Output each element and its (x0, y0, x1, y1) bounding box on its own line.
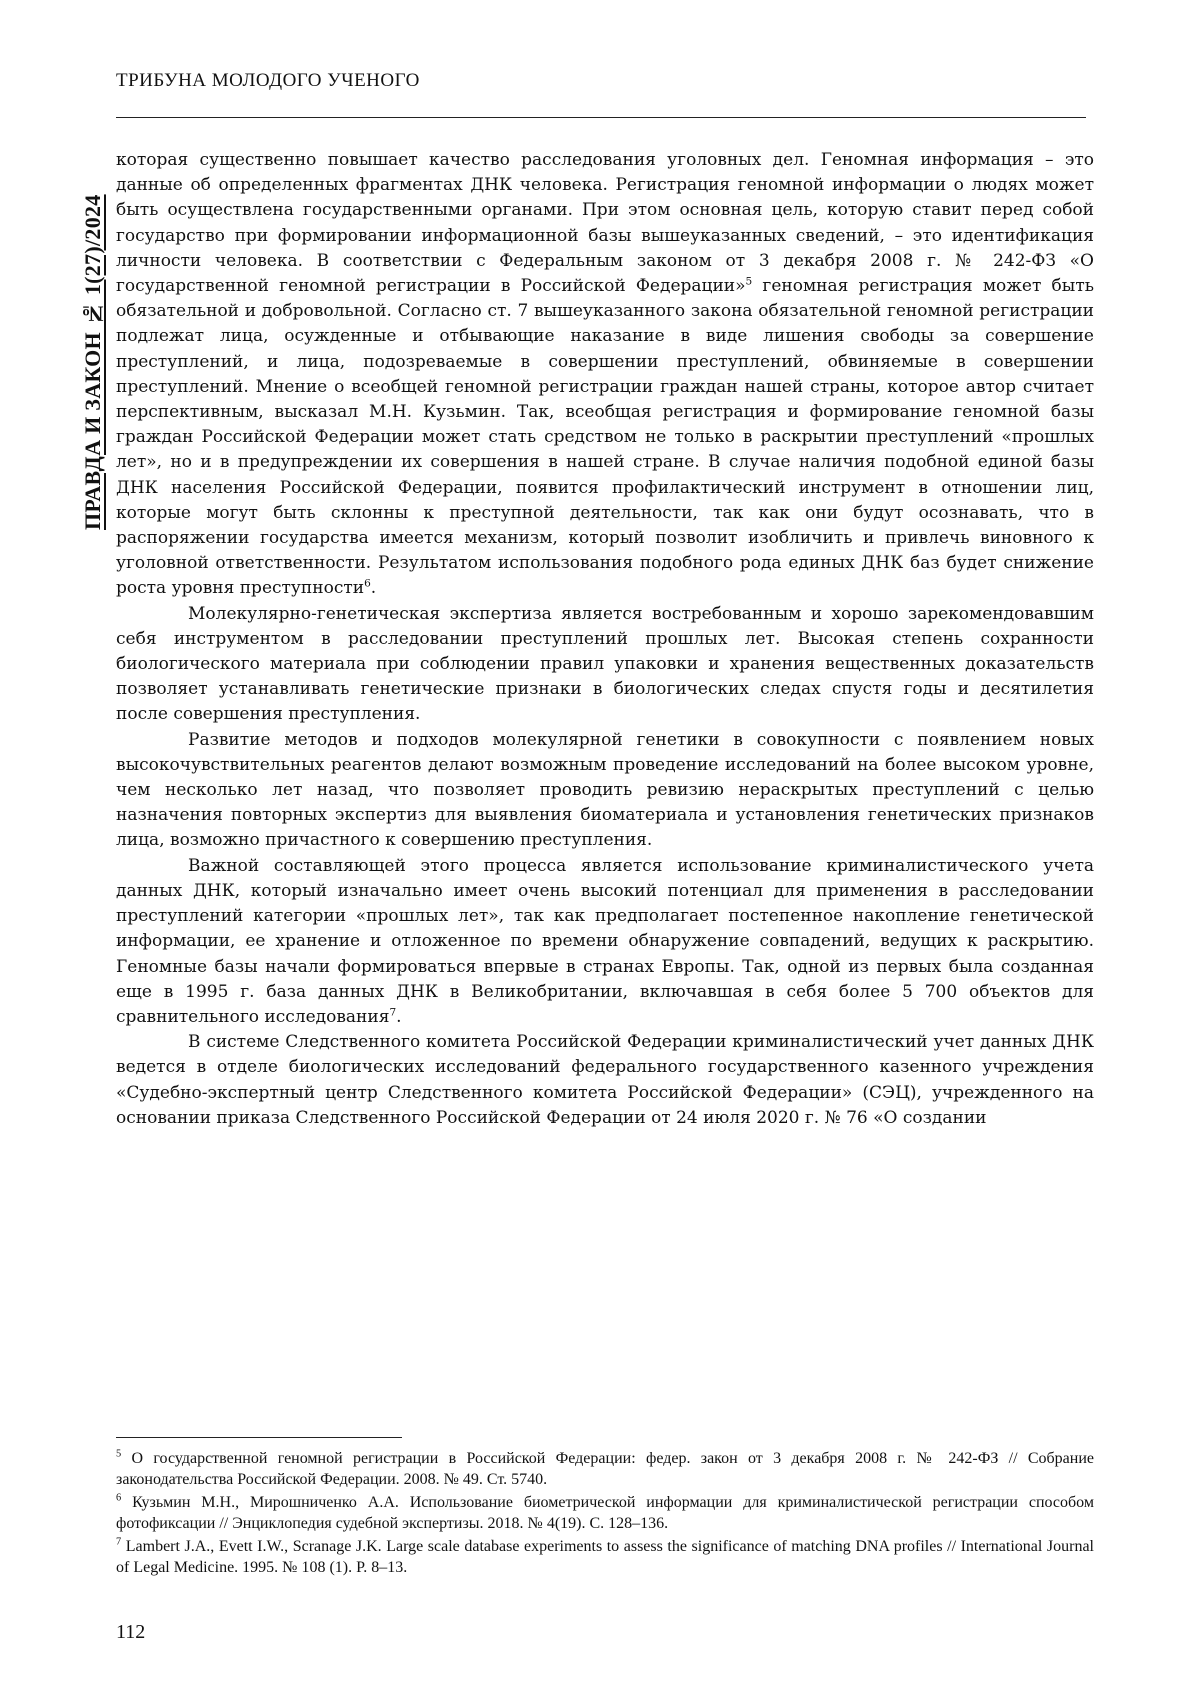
footnote-5 (116, 1448, 1094, 1490)
paragraph-2: Молекулярно-генетическая экспертиза является востребованным и хорошо зарекомендовавшим себя инструментом в расследовании преступлений прошлых лет. Высокая степень сохранности биологического материала при соблюдении правил упаковки и хранения вещественных доказательств позволяет устанавливать генетические признаки в биологических следах спустя годы и десятилетия после совершения преступления. (116, 603, 1094, 725)
footnote-text: Lambert J.A., Evett I.W., Scranage J.K. Large scale database experiments to assess the significance of matching DNA profiles // International Journal of Legal Medicine. 1995. № 108 (1). P. 8–13. (116, 1538, 1094, 1576)
footnote-number: 6 (116, 1492, 122, 1504)
footnote-ref-7[interactable]: 7 (389, 1006, 397, 1019)
paragraph-1: которая существенно повышает качество расследования уголовных дел. Геномная информация – это данные об определенных фрагментах ДНК человека. Регистрация геномной информации о людях может быть осуществлена государственными органами. При этом основная цель, которую ставит перед собой государство при формировании информационной базы вышеуказанных сведений, – это идентификация личности человека. В соответствии с Федеральным законом от 3 декабря 2008 г. № 242-ФЗ «О государственной геномной регистрации в Российской Федерации»$^5$ геномная регистрация может быть обязательной и добровольной. Согласно ст. 7 вышеуказанного закона обязательной геномной регистрации подлежат лица, осужденные и отбывающие наказание в виде лишения свободы за совершение преступлений, и лица, подозреваемые в совершении преступлений, обвиняемые в совершении преступлений. Мнение о всеобщей геномной регистрации граждан нашей страны, которое автор считает перспективным, высказал М.Н. Кузьмин. Так, всеобщая регистрация и формирование геномной базы граждан Российской Федерации может стать средством не только в раскрытии преступлений «прошлых лет», но и в предупреждении их совершения в нашей стране. В случае наличия подобной единой базы ДНК населения Российской Федерации, появится профилактический инструмент в отношении лиц, которые могут быть склонны к преступной деятельности, так как они будут осознавать, что в распоряжении государства имеется механизм, который позволит изобличить и привлечь виновного к уголовной ответственности. Результатом использования подобного рода единых ДНК баз будет снижение роста уровня преступности$^6$. (116, 150, 1094, 599)
footnote-number: 7 (116, 1536, 122, 1548)
footnote-text: Кузьмин М.Н., Мирошниченко А.А. Использование биометрической информации для криминалистической регистрации способом фотофиксации // Энциклопедия судебной экспертизы. 2018. № 4(19). С. 128–136. (116, 1494, 1094, 1532)
journal-issue-label: ПРАВДА И ЗАКОН № 1(27)/2024 (80, 194, 105, 530)
footnote-divider (116, 1437, 402, 1438)
footnote-6 (116, 1492, 1094, 1534)
paragraph-3: Развитие методов и подходов молекулярной генетики в совокупности с появлением новых высокочувствительных реагентов делают возможным проведение исследований на более высоком уровне, чем несколько лет назад, что позволяет проводить ревизию нераскрытых преступлений с целью назначения повторных экспертиз для выявления биоматериала и установления генетических признаков лица, возможно причастного к совершению преступления. (116, 729, 1094, 851)
paragraph-4: Важной составляющей этого процесса является использование криминалистического учета данных ДНК, который изначально имеет очень высокий потенциал для применения в расследовании преступлений категории «прошлых лет», так как предполагает постепенное накопление генетической информации, ее хранение и отложенное по времени обнаружение совпадений, ведущих к раскрытию. Геномные базы начали формироваться впервые в странах Европы. Так, одной из первых была созданная еще в 1995 г. база данных ДНК в Великобритании, включавшая в себя более 5 700 объектов для сравнительного исследования$^7$. (116, 855, 1094, 1027)
footnote-ref-6[interactable]: 6 (364, 577, 371, 590)
article-body (116, 148, 1094, 1131)
running-header: ТРИБУНА МОЛОДОГО УЧЕНОГО (116, 70, 420, 91)
footnote-7 (116, 1536, 1094, 1578)
paragraph-5: В системе Следственного комитета Российской Федерации криминалистический учет данных ДНК ведется в отделе биологических исследований федерального государственного казенного учреждения «Судебно-экспертный центр Следственного комитета Российской Федерации» (СЭЦ), учрежденного на основании приказа Следственного Российской Федерации от 24 июля 2020 г. № 76 «О создании (116, 1032, 1094, 1128)
footnote-text: О государственной геномной регистрации в Российской Федерации: федер. закон от 3 декабря 2008 г. № 242-ФЗ // Собрание законодательства Российской Федерации. 2008. № 49. Ст. 5740. (116, 1450, 1094, 1488)
footnote-ref-5[interactable]: 5 (745, 275, 753, 288)
footnote-number: 5 (116, 1448, 122, 1460)
page-number: 112 (116, 1621, 146, 1643)
footnotes (116, 1448, 1094, 1580)
header-divider (116, 117, 1086, 118)
